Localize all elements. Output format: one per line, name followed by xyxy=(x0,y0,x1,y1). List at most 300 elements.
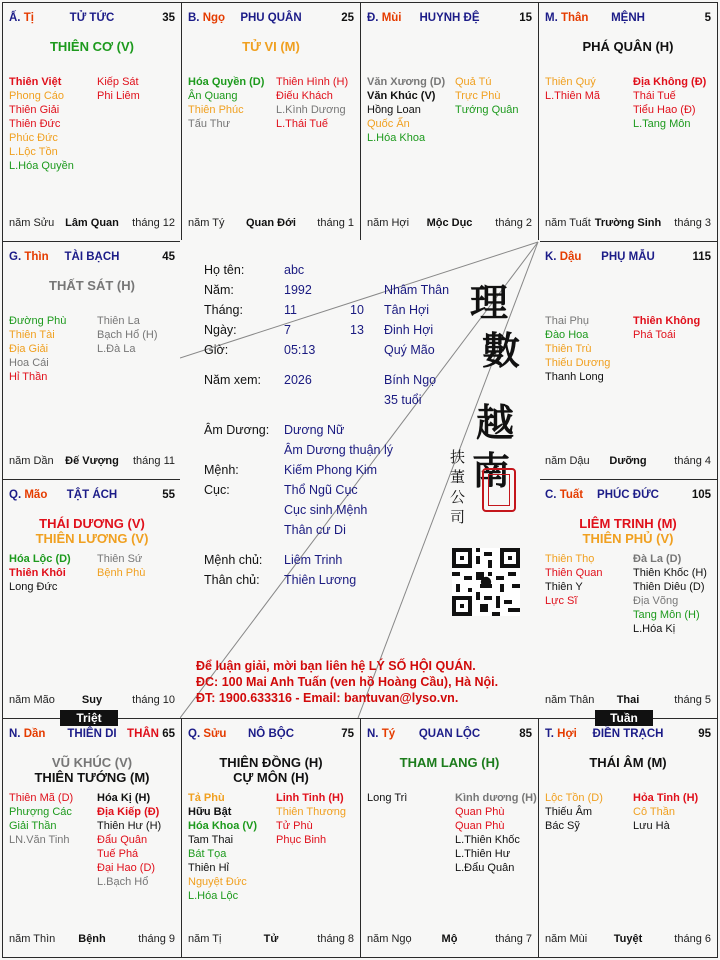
thanchu-label: Thân chủ: xyxy=(204,573,260,587)
menhchu-value: Liêm Trinh xyxy=(284,553,343,567)
palace-footer xyxy=(9,455,175,469)
palace-year: năm Ngọ xyxy=(367,933,412,945)
age: 35 tuổi xyxy=(384,393,422,407)
palace-footer xyxy=(545,455,711,469)
minor-star: Phượng Các xyxy=(9,806,72,818)
minor-star: Địa Không (Đ) xyxy=(633,76,707,88)
minor-star: Nguyệt Đức xyxy=(188,876,247,888)
minor-star: Long Đức xyxy=(9,581,58,593)
palace-header xyxy=(545,251,711,267)
seal-text-1: 扶 xyxy=(450,448,466,466)
minor-star: Địa Kiếp (Đ) xyxy=(97,806,160,818)
minor-star: Phúc Đức xyxy=(9,132,58,144)
palace-stage: Quan Đới xyxy=(246,217,296,229)
minor-star: Thiên Trù xyxy=(545,343,592,355)
minor-star: L.Lộc Tồn xyxy=(9,146,58,158)
palace-canchi: Q. Sửu xyxy=(188,728,227,740)
minor-star: Thiên Sứ xyxy=(97,553,143,565)
palace-header xyxy=(9,728,175,744)
minor-star: Bát Tọa xyxy=(188,848,227,860)
palace-title: PHỤ MẪU xyxy=(601,251,655,263)
minor-star: Thanh Long xyxy=(545,371,604,383)
palace-mao[interactable] xyxy=(2,479,182,719)
palace-dau[interactable] xyxy=(538,241,718,480)
minor-star: Tử Phù xyxy=(276,820,313,832)
tuan-marker: Tuần xyxy=(595,710,653,726)
palace-footer xyxy=(545,217,711,231)
palace-footer xyxy=(188,217,354,231)
palace-stage: Thai xyxy=(616,694,640,706)
main-stars xyxy=(539,755,717,770)
minor-stars-right xyxy=(633,75,706,131)
minor-star: Thiên Tài xyxy=(9,329,55,341)
palace-month: tháng 7 xyxy=(495,933,532,945)
main-stars xyxy=(3,516,181,546)
minor-stars-left xyxy=(367,75,445,145)
minor-star: Thiên Hình (H) xyxy=(276,76,349,88)
namxem-label: Năm xem: xyxy=(204,373,261,387)
minor-star: Đường Phù xyxy=(9,315,67,327)
palace-age-number: 45 xyxy=(162,251,175,263)
minor-star: Phi Liêm xyxy=(97,90,140,102)
main-stars xyxy=(182,39,360,54)
minor-star: Hữu Bật xyxy=(188,806,232,818)
palace-stage: Suy xyxy=(81,694,103,706)
amduong-label: Âm Dương: xyxy=(204,423,270,437)
main-stars xyxy=(182,755,360,785)
minor-star: Thiên Khôi xyxy=(9,567,66,579)
minor-star: Tướng Quân xyxy=(455,104,519,116)
minor-star: Ân Quang xyxy=(188,90,238,102)
palace-year: năm Thìn xyxy=(9,933,56,945)
minor-star: L.Thiên Hư xyxy=(455,848,511,860)
main-star: THIÊN TƯỚNG (M) xyxy=(34,770,150,785)
minor-stars-left xyxy=(9,75,74,173)
minor-star: L.Đà La xyxy=(97,343,136,355)
palace-age-number: 55 xyxy=(162,489,175,501)
minor-stars-right xyxy=(97,75,140,103)
minor-star: Linh Tinh (H) xyxy=(276,792,344,804)
minor-star: Thái Tuế xyxy=(633,90,676,102)
amduong-value: Dương Nữ xyxy=(284,423,345,437)
calligraphy-char-1: 理 xyxy=(470,280,509,325)
palace-header xyxy=(9,489,175,505)
palace-stage: Lâm Quan xyxy=(65,217,119,229)
palace-title: HUYNH ĐỆ xyxy=(419,12,480,24)
main-star: THIÊN CƠ (V) xyxy=(49,39,135,54)
info-label: Giờ: xyxy=(204,343,229,357)
minor-star: L.Hóa Quyền xyxy=(9,160,74,172)
minor-star: Lộc Tồn (D) xyxy=(545,792,603,804)
palace-stage: Trường Sinh xyxy=(594,217,662,229)
main-star: THIÊN PHỦ (V) xyxy=(582,531,674,546)
palace-ngo[interactable] xyxy=(181,2,361,242)
info-canchi: Đinh Hợi xyxy=(384,323,434,337)
minor-star: Thiên Hư (H) xyxy=(97,820,162,832)
palace-footer xyxy=(545,933,711,947)
minor-stars-left xyxy=(545,791,603,833)
minor-star: Trực Phù xyxy=(455,90,501,102)
palace-mui[interactable] xyxy=(360,2,539,242)
main-star: THIÊN ĐỒNG (H) xyxy=(219,755,323,770)
minor-stars-left xyxy=(367,791,407,805)
minor-star: Phục Binh xyxy=(276,834,327,846)
minor-stars-left xyxy=(545,314,610,384)
amduong-note: Âm Dương thuận lý xyxy=(284,443,393,457)
main-stars xyxy=(3,39,181,54)
palace-header xyxy=(545,12,711,28)
contact-address: ĐC: 100 Mai Anh Tuấn (ven hồ Hoàng Cầu), Hà Nội. xyxy=(196,675,499,689)
minor-star: Cô Thần xyxy=(633,806,675,818)
info-label: Tháng: xyxy=(204,303,243,317)
palace-tyy[interactable] xyxy=(360,718,539,958)
palace-footer xyxy=(188,933,354,947)
palace-canchi: Ấ. Tị xyxy=(9,12,34,24)
minor-star: Thiên Phúc xyxy=(188,104,244,116)
minor-star: L.Hóa Kị xyxy=(633,623,676,635)
info-solar: 1992 xyxy=(284,283,312,297)
palace-month: tháng 9 xyxy=(138,933,175,945)
palace-header xyxy=(545,728,711,744)
menh-value: Kiếm Phong Kim xyxy=(284,463,378,477)
palace-title: ĐIỀN TRẠCH xyxy=(592,728,664,740)
info-lunar: 10 xyxy=(350,303,364,317)
minor-stars-left xyxy=(545,552,602,608)
than-cu-note: Thân cư Di xyxy=(284,523,346,537)
info-solar: 05:13 xyxy=(284,343,316,357)
triet-marker: Triệt xyxy=(60,710,118,726)
palace-age-number: 5 xyxy=(704,12,711,24)
minor-star: Văn Khúc (V) xyxy=(367,90,436,102)
palace-age-number: 115 xyxy=(692,251,711,263)
minor-stars-left xyxy=(9,791,73,847)
palace-month: tháng 8 xyxy=(317,933,354,945)
minor-star: Đẩu Quân xyxy=(97,834,148,846)
minor-star: Thiên Thọ xyxy=(545,553,595,565)
minor-star: Tiểu Hao (Đ) xyxy=(633,104,696,116)
minor-star: Long Trì xyxy=(367,792,408,804)
minor-star: Hỉ Thần xyxy=(9,371,48,383)
palace-month: tháng 4 xyxy=(674,455,711,467)
minor-stars-right xyxy=(455,75,519,117)
minor-star: Phong Cáo xyxy=(9,90,65,102)
palace-title: QUAN LỘC xyxy=(418,728,481,740)
palace-footer xyxy=(9,217,175,231)
minor-stars-right xyxy=(276,791,346,847)
minor-star: Tuế Phá xyxy=(97,848,139,860)
main-star: THÁI ÂM (M) xyxy=(589,755,667,770)
minor-star: Thiên Hỉ xyxy=(188,862,229,874)
info-lunar: 13 xyxy=(350,323,364,337)
palace-canchi: Đ. Mùi xyxy=(367,12,402,24)
seal-text-2: 董 xyxy=(450,468,466,486)
palace-year: năm Sửu xyxy=(9,217,55,229)
cuc-label: Cục: xyxy=(204,483,230,497)
palace-year: năm Dần xyxy=(9,455,54,467)
minor-star: Tả Phù xyxy=(188,792,225,804)
seal-text-3: 公 xyxy=(450,488,466,506)
palace-stage: Đế Vượng xyxy=(65,455,119,467)
palace-footer xyxy=(367,217,532,231)
main-stars xyxy=(3,278,181,293)
info-solar: 7 xyxy=(284,323,291,337)
info-solar: 11 xyxy=(284,303,297,317)
main-star: TỬ VI (M) xyxy=(242,39,300,54)
minor-star: Thiên Không xyxy=(633,315,701,327)
minor-star: Kiếp Sát xyxy=(97,76,139,88)
palace-month: tháng 6 xyxy=(674,933,711,945)
palace-hoi[interactable] xyxy=(538,718,718,958)
minor-stars-right xyxy=(97,314,158,356)
calligraphy-char-3: 越 xyxy=(476,400,515,445)
thanchu-value: Thiên Lương xyxy=(284,573,357,587)
minor-star: Thiên Y xyxy=(545,581,583,593)
menh-label: Mệnh: xyxy=(204,463,239,477)
palace-header xyxy=(367,728,532,744)
palace-title: TÀI BẠCH xyxy=(64,251,120,263)
minor-star: LN.Văn Tinh xyxy=(9,834,70,846)
palace-stage: Tuyệt xyxy=(613,933,643,945)
palace-year: năm Tý xyxy=(188,217,225,229)
palace-age-number: 75 xyxy=(341,728,354,740)
info-label: Họ tên: xyxy=(204,263,245,277)
info-canchi: Nhâm Thân xyxy=(384,283,450,297)
minor-star: Thiên Việt xyxy=(9,76,62,88)
palace-header xyxy=(545,489,711,505)
main-star: THẤT SÁT (H) xyxy=(49,278,135,293)
minor-star: L.Bạch Hổ xyxy=(97,876,149,888)
main-stars xyxy=(3,755,181,785)
palace-stage: Tử xyxy=(263,933,279,945)
minor-star: L.Hóa Khoa xyxy=(367,132,426,144)
palace-footer xyxy=(9,933,175,947)
minor-star: Tang Môn (H) xyxy=(633,609,700,621)
info-canchi: Tân Hợi xyxy=(384,303,430,317)
palace-year: năm Thân xyxy=(545,694,595,706)
palace-header xyxy=(188,728,354,744)
minor-star: Thiên Mã (D) xyxy=(9,792,74,804)
minor-stars-right xyxy=(455,791,537,875)
calligraphy-char-4: 南 xyxy=(472,448,511,493)
minor-star: Quan Phù xyxy=(455,820,505,832)
minor-star: Thiếu Âm xyxy=(545,806,593,818)
minor-star: Hỏa Tinh (H) xyxy=(633,792,699,804)
palace-header xyxy=(367,12,532,28)
palace-title: PHU QUÂN xyxy=(240,12,302,24)
minor-star: L.Hóa Lộc xyxy=(188,890,239,902)
palace-header xyxy=(9,12,175,28)
minor-star: Địa Giải xyxy=(9,343,49,355)
than-marker: THÂN xyxy=(127,728,159,740)
minor-star: Đào Hoa xyxy=(545,329,589,341)
minor-star: Lưu Hà xyxy=(633,820,670,832)
palace-month: tháng 3 xyxy=(674,217,711,229)
minor-star: L.Kình Dương xyxy=(276,104,346,116)
palace-canchi: Q. Mão xyxy=(9,489,48,501)
minor-star: Tấu Thư xyxy=(188,118,231,130)
palace-title: THIÊN DI xyxy=(67,728,117,740)
palace-dan[interactable] xyxy=(2,718,182,958)
red-seal-stamp xyxy=(482,468,516,512)
namxem-value: 2026 xyxy=(284,373,312,387)
palace-age-number: 95 xyxy=(698,728,711,740)
minor-stars-left xyxy=(545,75,600,103)
palace-year: năm Hợi xyxy=(367,217,410,229)
minor-stars-right xyxy=(276,75,348,131)
palace-stage: Mộc Dục xyxy=(426,217,473,229)
namxem-canchi: Bính Ngọ xyxy=(384,373,437,387)
palace-canchi: G. Thìn xyxy=(9,251,49,263)
main-star: THAM LANG (H) xyxy=(399,755,500,770)
minor-star: Thiên Quan xyxy=(545,567,603,579)
minor-star: Hóa Quyền (D) xyxy=(188,76,265,88)
calligraphy-char-2: 數 xyxy=(482,328,521,373)
palace-month: tháng 5 xyxy=(674,694,711,706)
minor-star: Thiên Thương xyxy=(276,806,347,818)
minor-star: Hóa Kị (H) xyxy=(97,792,151,804)
info-label: Năm: xyxy=(204,283,234,297)
main-star: CỰ MÔN (H) xyxy=(233,770,309,785)
qr-code-icon[interactable] xyxy=(452,548,520,616)
palace-ty[interactable] xyxy=(2,2,182,242)
palace-stage: Dưỡng xyxy=(609,455,647,467)
seal-text-4: 司 xyxy=(450,508,466,526)
palace-month: tháng 11 xyxy=(132,455,175,467)
minor-star: L.Thiên Mã xyxy=(545,90,601,102)
info-label: Ngày: xyxy=(204,323,237,337)
minor-stars-left xyxy=(9,552,71,594)
main-star: THÁI DƯƠNG (V) xyxy=(39,516,145,531)
palace-age-number: 65 xyxy=(162,728,175,740)
palace-age-number: 25 xyxy=(341,12,354,24)
palace-footer xyxy=(9,694,175,708)
minor-star: Thiên Diêu (D) xyxy=(633,581,705,593)
palace-age-number: 105 xyxy=(691,489,711,501)
palace-header xyxy=(188,12,354,28)
minor-star: Bạch Hổ (H) xyxy=(97,329,158,341)
minor-star: Quan Phù xyxy=(455,806,505,818)
palace-month: tháng 10 xyxy=(132,694,175,706)
palace-month: tháng 12 xyxy=(132,217,175,229)
minor-star: Thai Phụ xyxy=(545,315,590,327)
palace-canchi: B. Ngọ xyxy=(188,12,226,24)
minor-star: Thiên La xyxy=(97,315,140,327)
palace-age-number: 85 xyxy=(519,728,532,740)
minor-star: Phá Toái xyxy=(633,329,676,341)
minor-star: Thiên Quý xyxy=(545,76,596,88)
minor-star: Bác Sỹ xyxy=(545,820,580,832)
palace-title: TẬT ÁCH xyxy=(66,489,118,501)
palace-age-number: 35 xyxy=(162,12,175,24)
palace-footer xyxy=(545,694,711,708)
minor-star: L.Đẩu Quân xyxy=(455,862,515,874)
palace-canchi: T. Hợi xyxy=(545,728,577,740)
palace-title: TỬ TỨC xyxy=(69,12,115,24)
contact-line-1: Để luận giải, mời bạn liên hệ LÝ SỐ HỘI QUÁN. xyxy=(196,659,476,673)
main-star: LIÊM TRINH (M) xyxy=(579,516,677,531)
palace-header xyxy=(9,251,175,267)
minor-star: L.Thiên Khốc xyxy=(455,834,520,846)
minor-star: Đà La (D) xyxy=(633,553,682,565)
main-star: VŨ KHÚC (V) xyxy=(51,755,133,770)
minor-star: Lực Sĩ xyxy=(545,595,578,607)
contact-phone-email[interactable]: ĐT: 1900.633316 - Email: bantuvan@lyso.vn. xyxy=(196,691,459,705)
minor-star: Thiên Đức xyxy=(9,118,61,130)
main-stars xyxy=(539,516,717,546)
palace-stage: Bệnh xyxy=(78,933,106,945)
minor-star: L.Thái Tuế xyxy=(276,118,328,130)
minor-stars-right xyxy=(97,791,161,889)
palace-title: PHÚC ĐỨC xyxy=(597,489,659,501)
minor-star: Giải Thần xyxy=(9,820,57,832)
palace-title: MỆNH xyxy=(611,12,645,24)
palace-thin[interactable] xyxy=(2,241,182,480)
menhchu-label: Mệnh chủ: xyxy=(204,553,263,567)
minor-star: Thiên Khốc (H) xyxy=(633,567,707,579)
palace-suu[interactable] xyxy=(181,718,361,958)
main-stars xyxy=(539,39,717,54)
minor-star: Quốc Ấn xyxy=(367,118,410,130)
palace-year: năm Mùi xyxy=(545,933,588,945)
minor-stars-left xyxy=(9,314,66,384)
main-star: PHÁ QUÂN (H) xyxy=(582,39,674,54)
palace-month: tháng 2 xyxy=(495,217,532,229)
minor-star: Kình dương (H) xyxy=(455,792,537,804)
palace-canchi: N. Dần xyxy=(9,728,46,740)
minor-star: Hóa Lộc (D) xyxy=(9,553,71,565)
palace-month: tháng 1 xyxy=(317,217,354,229)
palace-footer xyxy=(367,933,532,947)
minor-star: Tam Thai xyxy=(188,834,234,846)
palace-canchi: C. Tuất xyxy=(545,489,584,501)
minor-star: Văn Xương (D) xyxy=(367,76,446,88)
info-canchi: Quý Mão xyxy=(384,343,435,357)
palace-tuat[interactable] xyxy=(538,479,718,719)
palace-year: năm Tuất xyxy=(545,217,591,229)
palace-canchi: M. Thân xyxy=(545,12,589,24)
minor-stars-right xyxy=(97,552,145,580)
palace-than[interactable] xyxy=(538,2,718,242)
minor-stars-right xyxy=(633,791,698,833)
minor-star: Điếu Khách xyxy=(276,90,333,102)
palace-year: năm Mão xyxy=(9,694,55,706)
cuc-note: Cục sinh Mệnh xyxy=(284,503,368,517)
minor-star: Quả Tú xyxy=(455,76,492,88)
minor-star: Bệnh Phù xyxy=(97,567,146,579)
minor-star: Hồng Loan xyxy=(367,104,421,116)
minor-star: Hóa Khoa (V) xyxy=(188,820,258,832)
minor-stars-left xyxy=(188,791,257,903)
palace-year: năm Dậu xyxy=(545,455,590,467)
palace-title: NÔ BỘC xyxy=(248,728,294,740)
main-stars xyxy=(361,755,538,770)
minor-star: Hoa Cái xyxy=(9,357,49,369)
minor-stars-left xyxy=(188,75,264,131)
cuc-value: Thổ Ngũ Cục xyxy=(284,483,358,497)
minor-star: Địa Võng xyxy=(633,595,679,607)
minor-stars-right xyxy=(633,314,700,342)
palace-year: năm Tị xyxy=(188,933,222,945)
minor-stars-right xyxy=(633,552,707,636)
minor-star: Thiên Giải xyxy=(9,104,60,116)
palace-canchi: K. Dậu xyxy=(545,251,582,263)
info-solar: abc xyxy=(284,263,305,277)
minor-star: L.Tang Môn xyxy=(633,118,691,130)
minor-star: Đại Hao (D) xyxy=(97,862,156,874)
palace-canchi: N. Tý xyxy=(367,728,396,740)
main-star: THIÊN LƯƠNG (V) xyxy=(35,531,149,546)
palace-age-number: 15 xyxy=(519,12,532,24)
